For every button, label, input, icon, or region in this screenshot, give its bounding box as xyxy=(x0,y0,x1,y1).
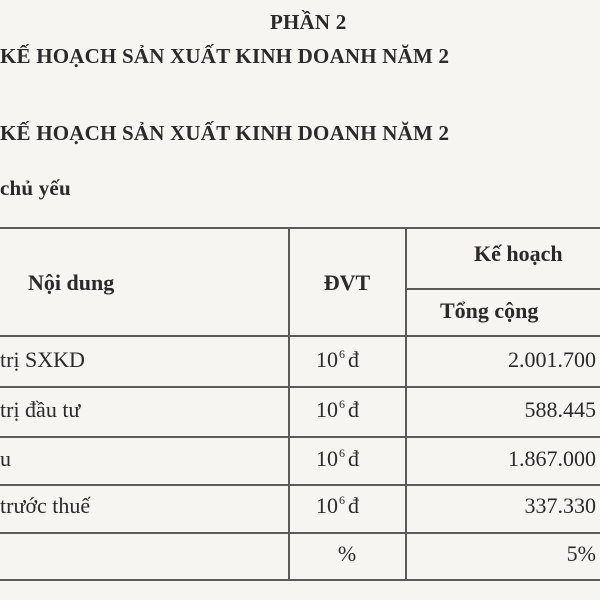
table-row-2-unit: $10^6$ đ xyxy=(316,397,359,422)
table-row-3-unit: $10^6$ đ xyxy=(316,446,359,471)
column-divider-content-unit xyxy=(288,227,290,579)
table-row-1-total: 2.001.700 xyxy=(508,347,596,372)
plan-header-divider xyxy=(405,288,600,290)
plan-column-header: Kế hoạch xyxy=(474,241,563,266)
plan-section-title: KẾ HOẠCH SẢN XUẤT KINH DOANH NĂM 2 xyxy=(0,121,450,145)
table-row-4-unit: $10^6$ đ xyxy=(316,493,359,518)
table-row-3-content: u xyxy=(0,446,11,471)
table-row-5-total: 5% xyxy=(566,541,596,566)
total-column-header: Tổng cộng xyxy=(440,298,539,323)
table-row-2-total: 588.445 xyxy=(524,397,596,422)
plan-title: KẾ HOẠCH SẢN XUẤT KINH DOANH NĂM 2 xyxy=(0,44,450,68)
table-header-border xyxy=(0,335,600,337)
unit-column-header: ĐVT xyxy=(323,270,371,295)
table-row-1-unit: $10^6$ đ xyxy=(316,347,359,372)
table-row-border-3 xyxy=(0,484,600,486)
table-row-1-content: trị SXKD xyxy=(0,347,85,372)
table-row-border-2 xyxy=(0,436,600,438)
table-row-5-unit: % xyxy=(337,541,357,566)
table-subheading: chủ yếu xyxy=(0,176,71,200)
table-top-border xyxy=(0,227,600,229)
content-column-header: Nội dung xyxy=(28,270,115,295)
part-heading: PHẦN 2 xyxy=(270,10,347,34)
table-bottom-border xyxy=(0,579,600,581)
table-row-4-content: trước thuế xyxy=(0,493,91,518)
table-row-2-content: trị đầu tư xyxy=(0,397,81,422)
table-row-3-total: 1.867.000 xyxy=(508,446,596,471)
table-row-4-total: 337.330 xyxy=(524,493,596,518)
table-row-border-4 xyxy=(0,532,600,534)
table-row-border-1 xyxy=(0,386,600,388)
